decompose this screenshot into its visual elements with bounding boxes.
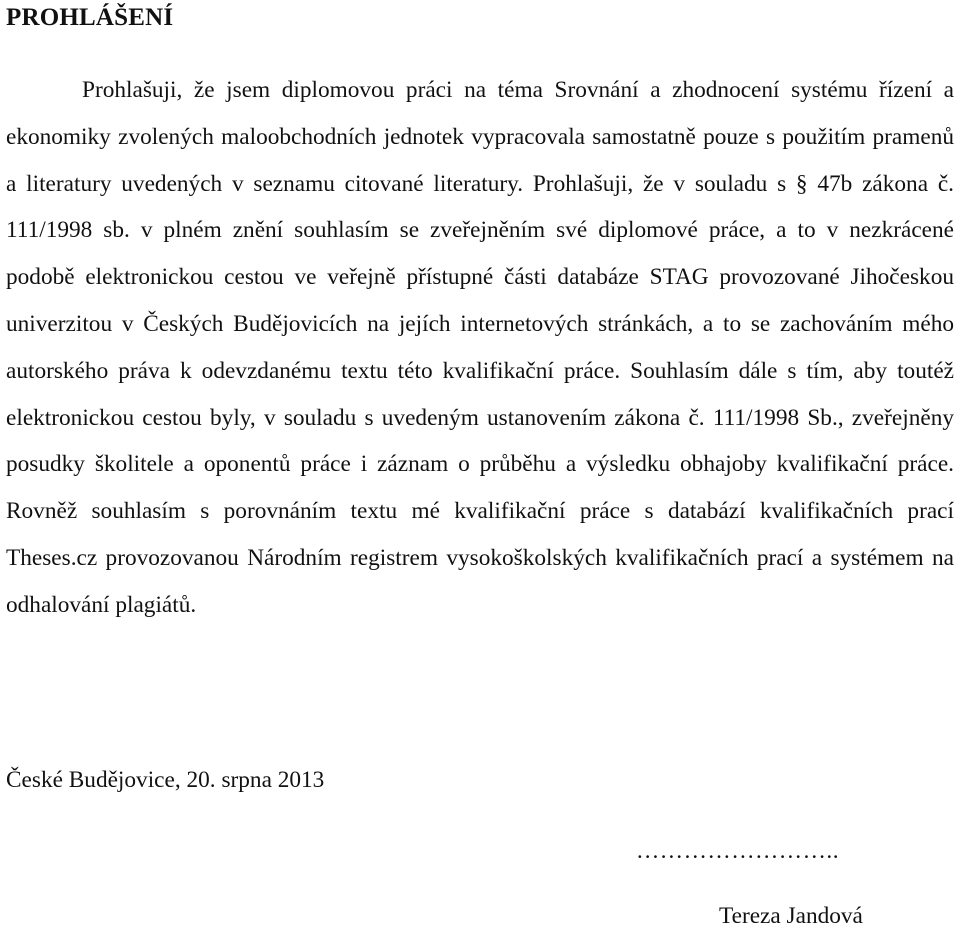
signature-line: …………………….. xyxy=(636,838,840,864)
author-name: Tereza Jandová xyxy=(719,903,863,929)
place-and-date: České Budějovice, 20. srpna 2013 xyxy=(6,767,325,793)
declaration-paragraph: Prohlašuji, že jsem diplomovou práci na téma Srovnání a zhodnocení systému řízení a ekonomiky zvolených maloobchodních jednotek vypracovala samostatně pouze s použitím pramenů a literatury uvedených v seznamu citované literatury. Prohlašuji, že v souladu s § 47b zákona č. 111/1998 sb. v plném znění souhlasím se zveřejněním své diplomové práce, a to v nezkrácené podobě elektronickou cestou ve veřejně přístupné části databáze STAG provozované Jihočeskou univerzitou v Českých Budějovicích na jejích internetových stránkách, a to se zachováním mého autorského práva k odevzdanému textu této kvalifikační práce. Souhlasím dále s tím, aby toutéž elektronickou cestou byly, v souladu s uvedeným ustanovením zákona č. 111/1998 Sb., zveřejněny posudky školitele a oponentů práce i záznam o průběhu a výsledku obhajoby kvalifikační práce. Rovněž souhlasím s porovnáním textu mé kvalifikační práce s databází kvalifikačních prací Theses.cz provozovanou Národním registrem vysokoškolských kvalifikačních prací a systémem na odhalování plagiátů. xyxy=(6,77,954,618)
document-heading: PROHLÁŠENÍ xyxy=(6,4,174,31)
